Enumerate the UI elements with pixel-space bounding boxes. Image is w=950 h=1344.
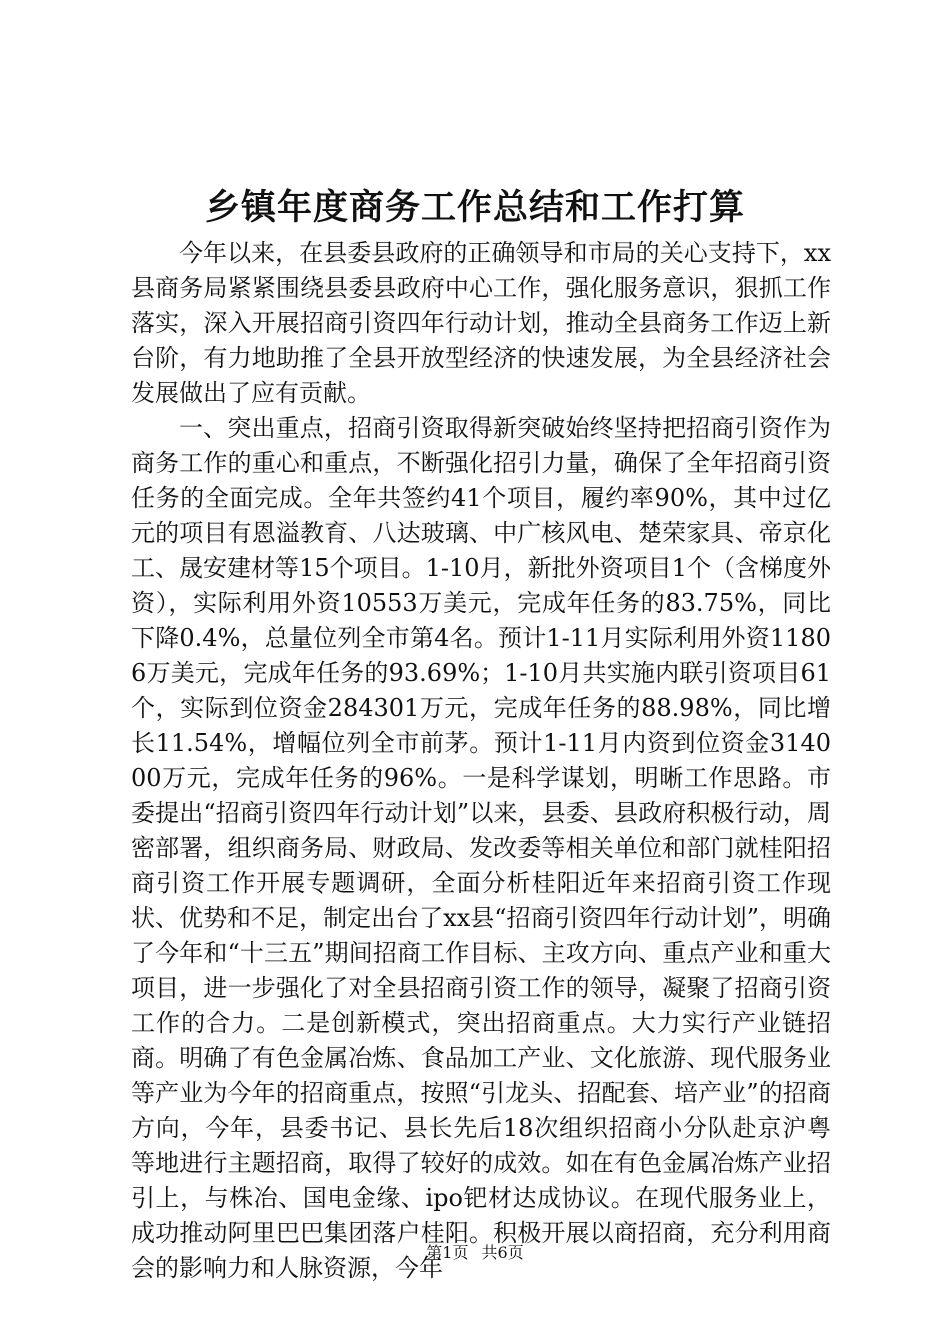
page-footer bbox=[0, 1242, 950, 1264]
page-number: 第1页 bbox=[426, 1243, 469, 1262]
page-total: 共6页 bbox=[481, 1243, 524, 1262]
intro-paragraph: 今年以来，在县委县政府的正确领导和市局的关心支持下，xx县商务局紧紧围绕县委县政府中心工作，强化服务意识，狠抓工作落实，深入开展招商引资四年行动计划，推动全县商务工作迈上新台阶，有力地助推了全县开放型经济的快速发展，为全县经济社会发展做出了应有贡献。 bbox=[131, 239, 831, 407]
document-body bbox=[131, 236, 831, 1286]
section-one-paragraph: 一、突出重点，招商引资取得新突破始终坚持把招商引资作为商务工作的重心和重点，不断强化招引力量，确保了全年招商引资任务的全面完成。全年共签约41个项目，履约率90%，其中过亿元的项目有恩溢教育、八达玻璃、中广核风电、楚荣家具、帝京化工、晟安建材等15个项目。1-10月，新批外资项目1个（含梯度外资），实际利用外资10553万美元，完成年任务的83.75%，同比下降0.4%，总量位列全市第4名。预计1-11月实际利用外资11806万美元，完成年任务的93.69%；1-10月共实施内联引资项目61个，实际到位资金284301万元，完成年任务的88.98%，同比增长11.54%，增幅位列全市前茅。预计1-11月内资到位资金314000万元，完成年任务的96%。一是科学谋划，明晰工作思路。市委提出“招商引资四年行动计划”以来，县委、县政府积极行动，周密部署，组织商务局、财政局、发改委等相关单位和部门就桂阳招商引资工作开展专题调研，全面分析桂阳近年来招商引资工作现状、优势和不足，制定出台了xx县“招商引资四年行动计划”，明确了今年和“十三五”期间招商工作目标、主攻方向、重点产业和重大项目，进一步强化了对全县招商引资工作的领导，凝聚了招商引资工作的合力。二是创新模式，突出招商重点。大力实行产业链招商。明确了有色金属冶炼、食品加工产业、文化旅游、现代服务业等产业为今年的招商重点，按照“引龙头、招配套、培产业”的招商方向，今年，县委书记、县长先后18次组织招商小分队赴京沪粤等地进行主题招商，取得了较好的成效。如在有色金属冶炼产业招引上，与株冶、国电金缘、ipo钯材达成协议。在现代服务业上，成功推动阿里巴巴集团落户桂阳。积极开展以商招商，充分利用商会的影响力和人脉资源，今年 bbox=[131, 414, 831, 1282]
document-title: 乡镇年度商务工作总结和工作打算 bbox=[204, 187, 745, 228]
